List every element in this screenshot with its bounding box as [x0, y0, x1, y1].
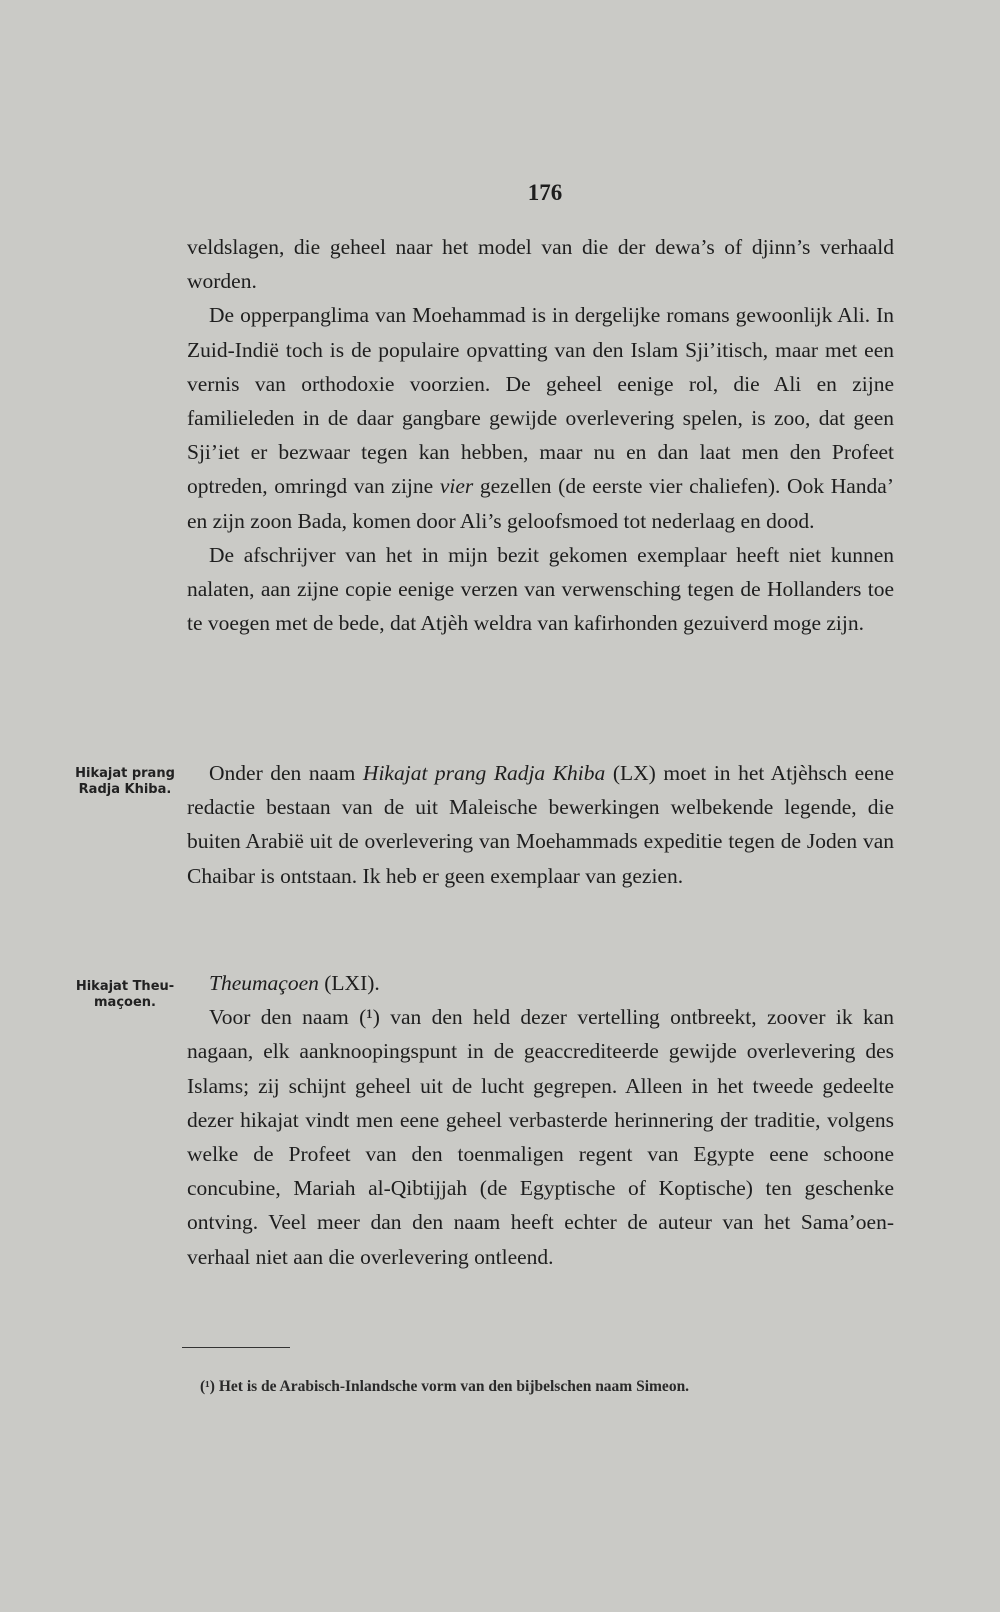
paragraph-khiba-rest: (LX) moet in het Atjèhsch eene redactie bestaan van de uit Maleische bewerkingen welbekende legende, die buiten Arabië uit de overlevering van Moehammads expeditie tegen de Joden van Chaibar is ontstaan. Ik heb er geen exemplaar van gezien. [187, 761, 895, 888]
paragraph-khiba [187, 756, 894, 893]
paragraph-khiba-lead: Onder den naam [209, 761, 356, 785]
paragraph-1: veldslagen, die geheel naar het model van die der dewa’s of djinn’s verhaald worden. [187, 235, 894, 294]
paragraph-khiba-title: Hikajat prang Radja Khiba [362, 761, 606, 785]
margin-note-khiba: Hikajat prang Radja Khiba. [75, 766, 175, 797]
paragraph-2-rest: gezellen (de eerste vier chaliefen). Ook Handa’ en zijn zoon Bada, komen door Ali’s geloofsmoed tot nederlaag en dood. [187, 474, 894, 533]
footnote: (¹) Het is de Arabisch-Inlandsche vorm van den bijbelschen naam Simeon. [200, 1378, 690, 1395]
text-block-2 [187, 756, 894, 893]
section-heading-number: (LXI). [324, 971, 380, 995]
text-block-3 [187, 966, 894, 1274]
paragraph-2-text: De opperpanglima van Moehammad is in dergelijke romans gewoonlijk Ali. In Zuid-Indië toch is de populaire opvatting van den Islam Sji’itisch, maar met een vernis van orthodoxie voorzien. De geheel eenige rol, die Ali en zijne familieleden in de daar gangbare gewijde overlevering spelen, is zoo, dat geen Sji’iet er bezwaar tegen kan hebben, maar nu en dan laat men den Profeet optreden, omringd van zijne [187, 303, 894, 499]
paragraph-3: De afschrijver van het in mijn bezit gekomen exemplaar heeft niet kunnen nalaten, aan zijne copie eenige verzen van verwensching tegen de Hollanders toe te voegen met de bede, dat Atjèh weldra van kafirhonden gezuiverd moge zijn. [187, 542, 894, 636]
footnote-divider [182, 1347, 290, 1348]
paragraph-2 [187, 298, 894, 537]
section-heading-title: Theumaçoen [209, 971, 319, 995]
paragraph-theumacoen: Voor den naam (¹) van den held dezer vertelling ontbreekt, zoover ik kan nagaan, elk aanknoopingspunt in de geaccrediteerde gewijde overlevering des Islams; zij schijnt geheel uit de lucht gegrepen. Alleen in het tweede gedeelte dezer hikajat vindt men eene geheel verbasterde herinnering der traditie, volgens welke de Profeet van den toenmaligen regent van Egypte eene schoone concubine, Mariah al-Qibtijjah (de Egyptische of Koptische) ten geschenke ontving. Veel meer dan den naam heeft echter de auteur van het Sama’oen-verhaal niet aan die overlevering ontleend. [187, 1005, 894, 1269]
margin-note-theumacoen: Hikajat Theu-maçoen. [75, 979, 175, 1010]
page-number: 176 [527, 180, 563, 205]
text-block-1 [187, 230, 894, 640]
section-heading [187, 966, 894, 1000]
paragraph-2-italic: vier [439, 474, 474, 499]
